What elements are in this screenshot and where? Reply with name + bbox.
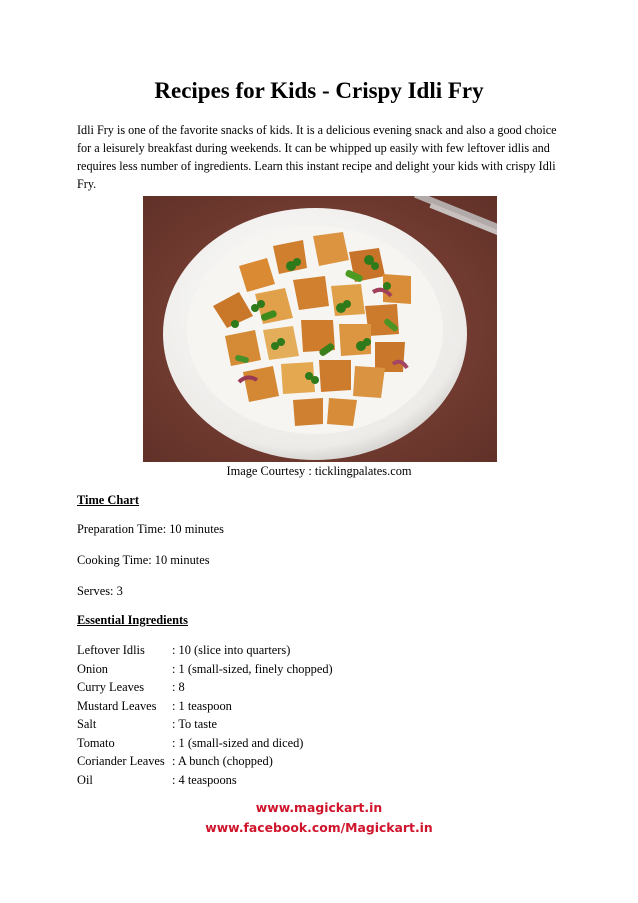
- page-title: Recipes for Kids - Crispy Idli Fry: [154, 78, 484, 103]
- ingredient-value: : 4 teaspoons: [172, 772, 237, 787]
- serves: Serves: 3: [77, 584, 123, 598]
- ingredient-value: : 1 (small-sized, finely chopped): [172, 661, 333, 676]
- table-row: [77, 734, 333, 753]
- table-row: [77, 771, 333, 790]
- idli-fry-image: [143, 196, 497, 462]
- table-row: [77, 752, 333, 771]
- ingredient-name: Tomato: [77, 735, 115, 750]
- preparation-time: Preparation Time: 10 minutes: [77, 522, 224, 536]
- footer-links: [0, 798, 638, 838]
- ingredient-value: : 10 (slice into quarters): [172, 643, 291, 657]
- ingredients-heading: Essential Ingredients: [77, 613, 188, 627]
- intro-paragraph: Idli Fry is one of the favorite snacks of kids. It is a delicious evening snack and also a good choice for a leisurely breakfast during weekends. It can be whipped up easily with few leftover idlis and requires less number of ingredients. Learn this instant recipe and delight your kids with crispy Idli Fry.: [77, 123, 557, 191]
- table-row: [77, 697, 333, 716]
- ingredient-name: Oil: [77, 772, 93, 787]
- ingredient-name: Curry Leaves: [77, 680, 145, 694]
- ingredient-name: Salt: [77, 717, 97, 731]
- ingredient-name: Mustard Leaves: [77, 698, 157, 713]
- ingredient-name: Leftover Idlis: [77, 643, 145, 657]
- table-row: [77, 678, 333, 697]
- ingredient-value: : 1 (small-sized and diced): [172, 735, 304, 750]
- image-caption: Image Courtesy : ticklingpalates.com: [226, 464, 412, 478]
- table-row: [77, 715, 333, 734]
- facebook-link[interactable]: www.facebook.com/Magickart.in: [205, 820, 433, 835]
- ingredients-table: [77, 641, 333, 789]
- ingredient-value: : A bunch (chopped): [172, 754, 273, 768]
- ingredient-value: : To taste: [172, 717, 218, 731]
- ingredient-name: Coriander Leaves: [77, 754, 165, 768]
- time-chart-heading: Time Chart: [77, 493, 140, 507]
- website-link[interactable]: www.magickart.in: [255, 800, 383, 815]
- ingredient-value: : 1 teaspoon: [172, 698, 232, 713]
- table-row: [77, 660, 333, 679]
- table-row: [77, 641, 333, 660]
- cooking-time: Cooking Time: 10 minutes: [77, 553, 210, 567]
- ingredient-name: Onion: [77, 661, 108, 676]
- food-photo: [143, 196, 497, 462]
- ingredient-value: : 8: [172, 680, 185, 694]
